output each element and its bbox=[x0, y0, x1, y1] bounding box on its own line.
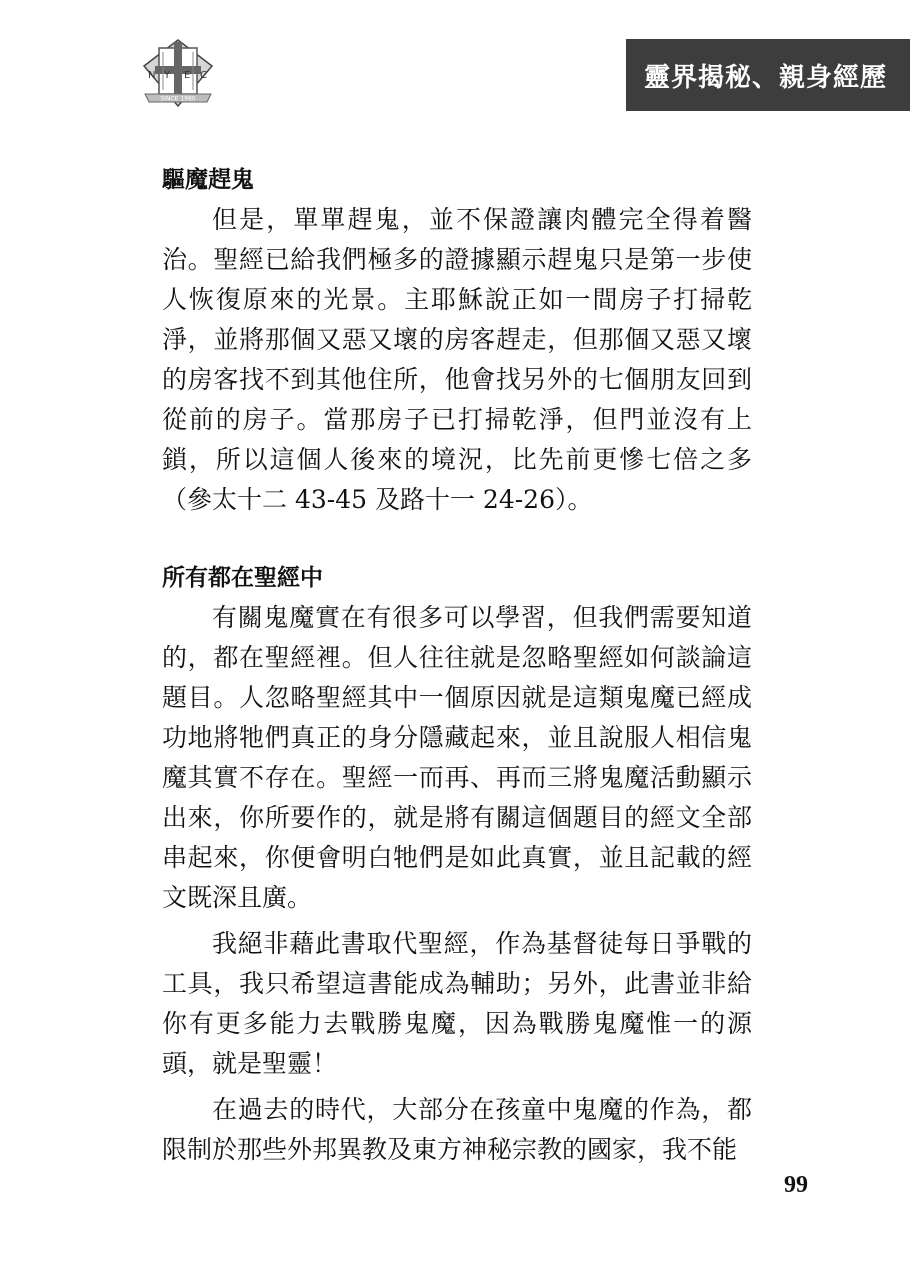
cross-shield-icon bbox=[137, 38, 219, 110]
page-content bbox=[162, 160, 752, 1170]
logo-tagline: SINCE 1980 bbox=[160, 95, 196, 103]
header-title: 靈界揭秘、親身經歷 bbox=[644, 62, 888, 93]
section-heading-exorcism: 驅魔趕鬼 bbox=[162, 167, 254, 193]
paragraph: 但是，單單趕鬼，並不保證讓肉體完全得着醫治。聖經已給我們極多的證據顯示趕鬼只是第一步使人恢復原來的光景。主耶穌說正如一間房子打掃乾淨，並將那個又惡又壞的房客趕走，但那個又惡又壞的房客找不到其他住所，他會找另外的七個朋友回到從前的房子。當那房子已打掃乾淨，但門並沒有上鎖，所以這個人後來的境況，比先前更慘七倍之多（參太十二 43-45 及路十一 24-26）。 bbox=[162, 205, 752, 514]
page-number: 99 bbox=[784, 1172, 808, 1198]
section-spacer bbox=[162, 520, 752, 558]
nyec-logo bbox=[137, 38, 219, 110]
logo-letter-n: N bbox=[148, 70, 156, 81]
section-heading-all-in-bible: 所有都在聖經中 bbox=[162, 565, 323, 591]
paragraph: 在過去的時代，大部分在孩童中鬼魔的作為，都限制於那些外邦異教及東方神秘宗教的國家，我不能 bbox=[162, 1095, 752, 1164]
logo-letter-e: E bbox=[184, 70, 191, 81]
logo-letter-c: C bbox=[200, 70, 207, 81]
logo-letter-y: Y bbox=[164, 70, 171, 81]
paragraph: 有關鬼魔實在有很多可以學習，但我們需要知道的，都在聖經裡。但人往往就是忽略聖經如何談論這題目。人忽略聖經其中一個原因就是這類鬼魔已經成功地將牠們真正的身分隱藏起來，並且說服人相信鬼魔其實不存在。聖經一而再、再而三將鬼魔活動顯示出來，你所要作的，就是將有關這個題目的經文全部串起來，你便會明白牠們是如此真實，並且記載的經文既深且廣。 bbox=[162, 603, 752, 912]
paragraph: 我絕非藉此書取代聖經，作為基督徒每日爭戰的工具，我只希望這書能成為輔助；另外，此書並非給你有更多能力去戰勝鬼魔，因為戰勝鬼魔惟一的源頭，就是聖靈！ bbox=[162, 929, 752, 1078]
header-title-tab bbox=[626, 39, 910, 111]
